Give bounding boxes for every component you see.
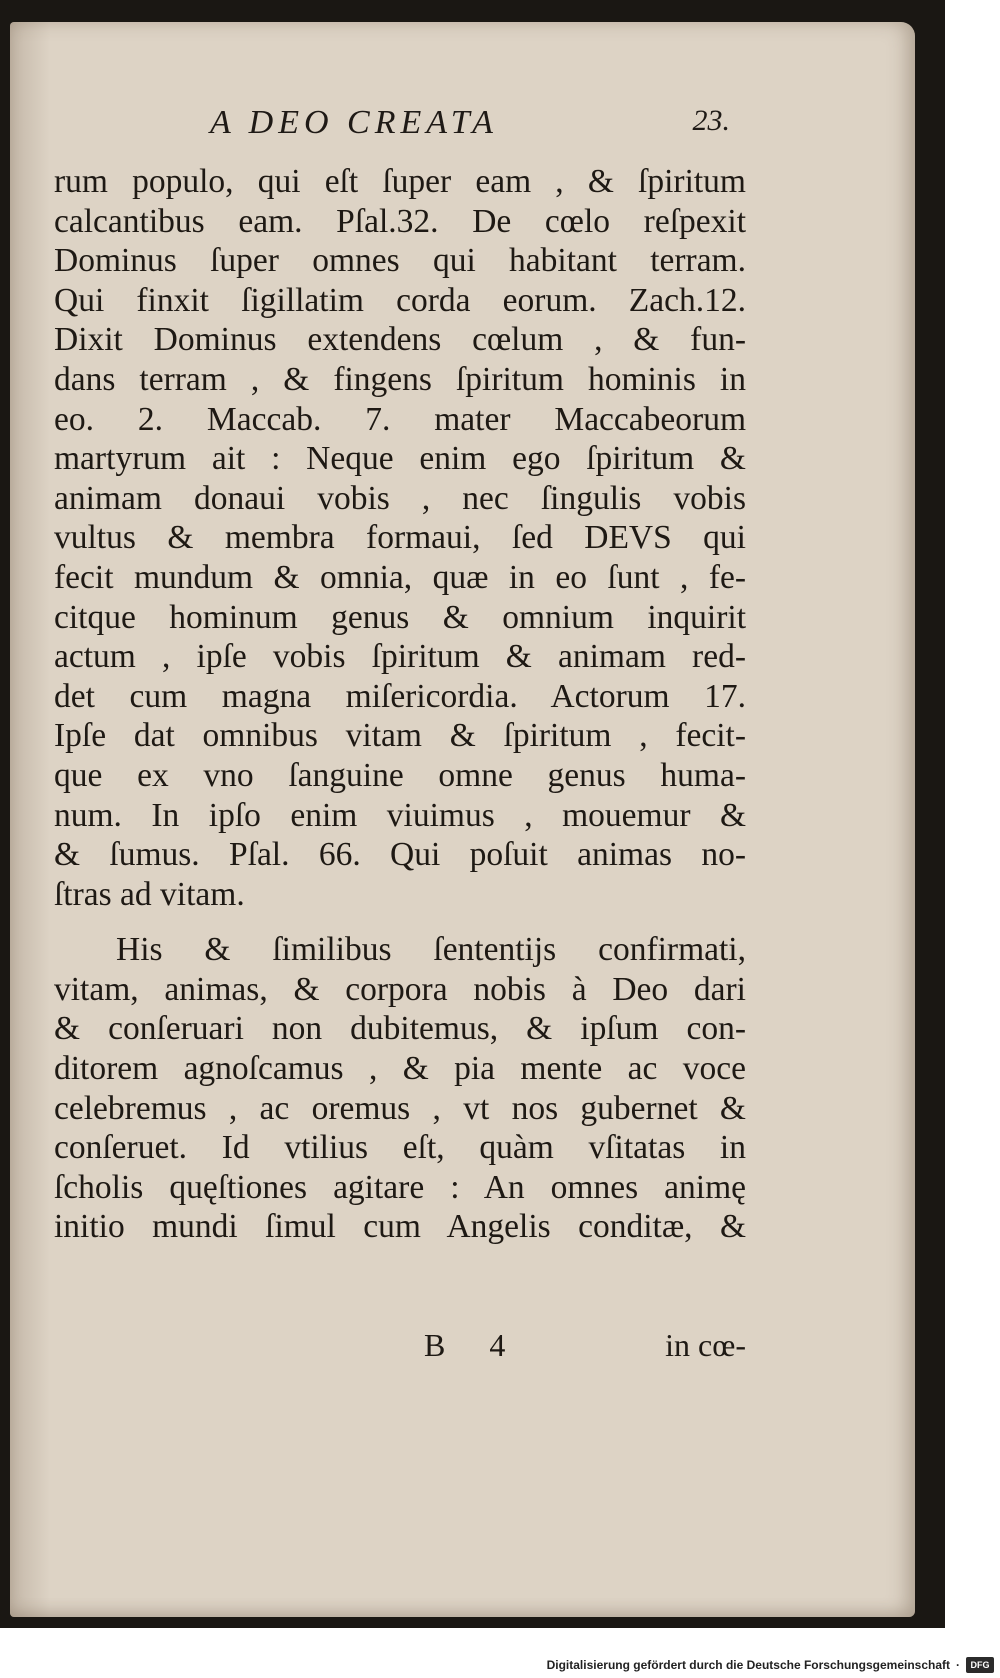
paragraph-1	[54, 162, 746, 914]
running-title: A DEO CREATA	[210, 104, 498, 141]
text-line: animam donaui vobis , nec ſingulis vobis	[54, 479, 746, 517]
text-line: ditorem agnoſcamus , & pia mente ac voce	[54, 1050, 746, 1088]
text-line: conſeruet. Id vtilius eſt, quàm vſitatas in	[54, 1129, 746, 1167]
text-line: martyrum ait : Neque enim ego ſpiritum &	[54, 440, 746, 478]
text-line: Qui finxit ſigillatim corda eorum. Zach.12.	[54, 281, 746, 319]
text-line: ſcholis quęſtiones agitare : An omnes animę	[54, 1168, 746, 1206]
text-line: rum populo, qui eſt ſuper eam , & ſpiritum	[54, 163, 746, 200]
text-line: initio mundi ſimul cum Angelis conditæ, &	[54, 1208, 746, 1246]
text-line: calcantibus eam. Pſal.32. De cœlo reſpexit	[54, 202, 746, 240]
credit-text: Digitalisierung gefördert durch die Deutsche Forschungsgemeinschaft	[546, 1658, 950, 1672]
text-line: His & ſimilibus ſententijs confirmati,	[116, 931, 746, 969]
text-line: citque hominum genus & omnium inquirit	[54, 598, 746, 636]
text-line: vultus & membra formaui, ſed DEVS qui	[54, 519, 746, 557]
text-line: eo. 2. Maccab. 7. mater Maccabeorum	[54, 400, 746, 438]
digitization-credit: Digitalisierung gefördert durch die Deutsche Forschungsgemeinschaft · DFG	[547, 1654, 994, 1676]
text-line: vitam, animas, & corpora nobis à Deo dari	[54, 970, 746, 1008]
paragraph-2	[54, 930, 746, 1247]
text-line: & conſeruari non dubitemus, & ipſum con-	[54, 1010, 746, 1048]
paragraph-gap	[54, 914, 746, 930]
catchword: in cœ-	[665, 1327, 746, 1363]
text-line: det cum magna miſericordia. Actorum 17.	[54, 677, 746, 715]
page-footer	[54, 1327, 746, 1371]
text-line: actum , ipſe vobis ſpiritum & animam red-	[54, 638, 746, 676]
text-line: & ſumus. Pſal. 66. Qui poſuit animas no-	[54, 836, 746, 874]
text-line: celebremus , ac oremus , vt nos gubernet &	[54, 1089, 746, 1127]
book-page	[10, 22, 915, 1617]
text-line: Dixit Dominus extendens cœlum , & fun-	[54, 321, 746, 359]
page-header	[210, 104, 730, 154]
text-line: Dominus ſuper omnes qui habitant terram.	[54, 242, 746, 280]
text-line: que ex vno ſanguine omne genus huma-	[54, 756, 746, 794]
text-line: num. In ipſo enim viuimus , mouemur &	[54, 796, 746, 834]
text-line: ſtras ad vitam.	[54, 875, 245, 913]
page-number: 23.	[692, 104, 730, 137]
dfg-logo-icon: DFG	[966, 1657, 994, 1673]
text-line: dans terram , & fingens ſpiritum hominis in	[54, 360, 746, 398]
signature-mark: B 4	[424, 1327, 524, 1363]
body-text	[54, 162, 746, 1247]
text-line: fecit mundum & omnia, quæ in eo ſunt , fe-	[54, 558, 746, 596]
text-line: Ipſe dat omnibus vitam & ſpiritum , fecit-	[54, 717, 746, 755]
